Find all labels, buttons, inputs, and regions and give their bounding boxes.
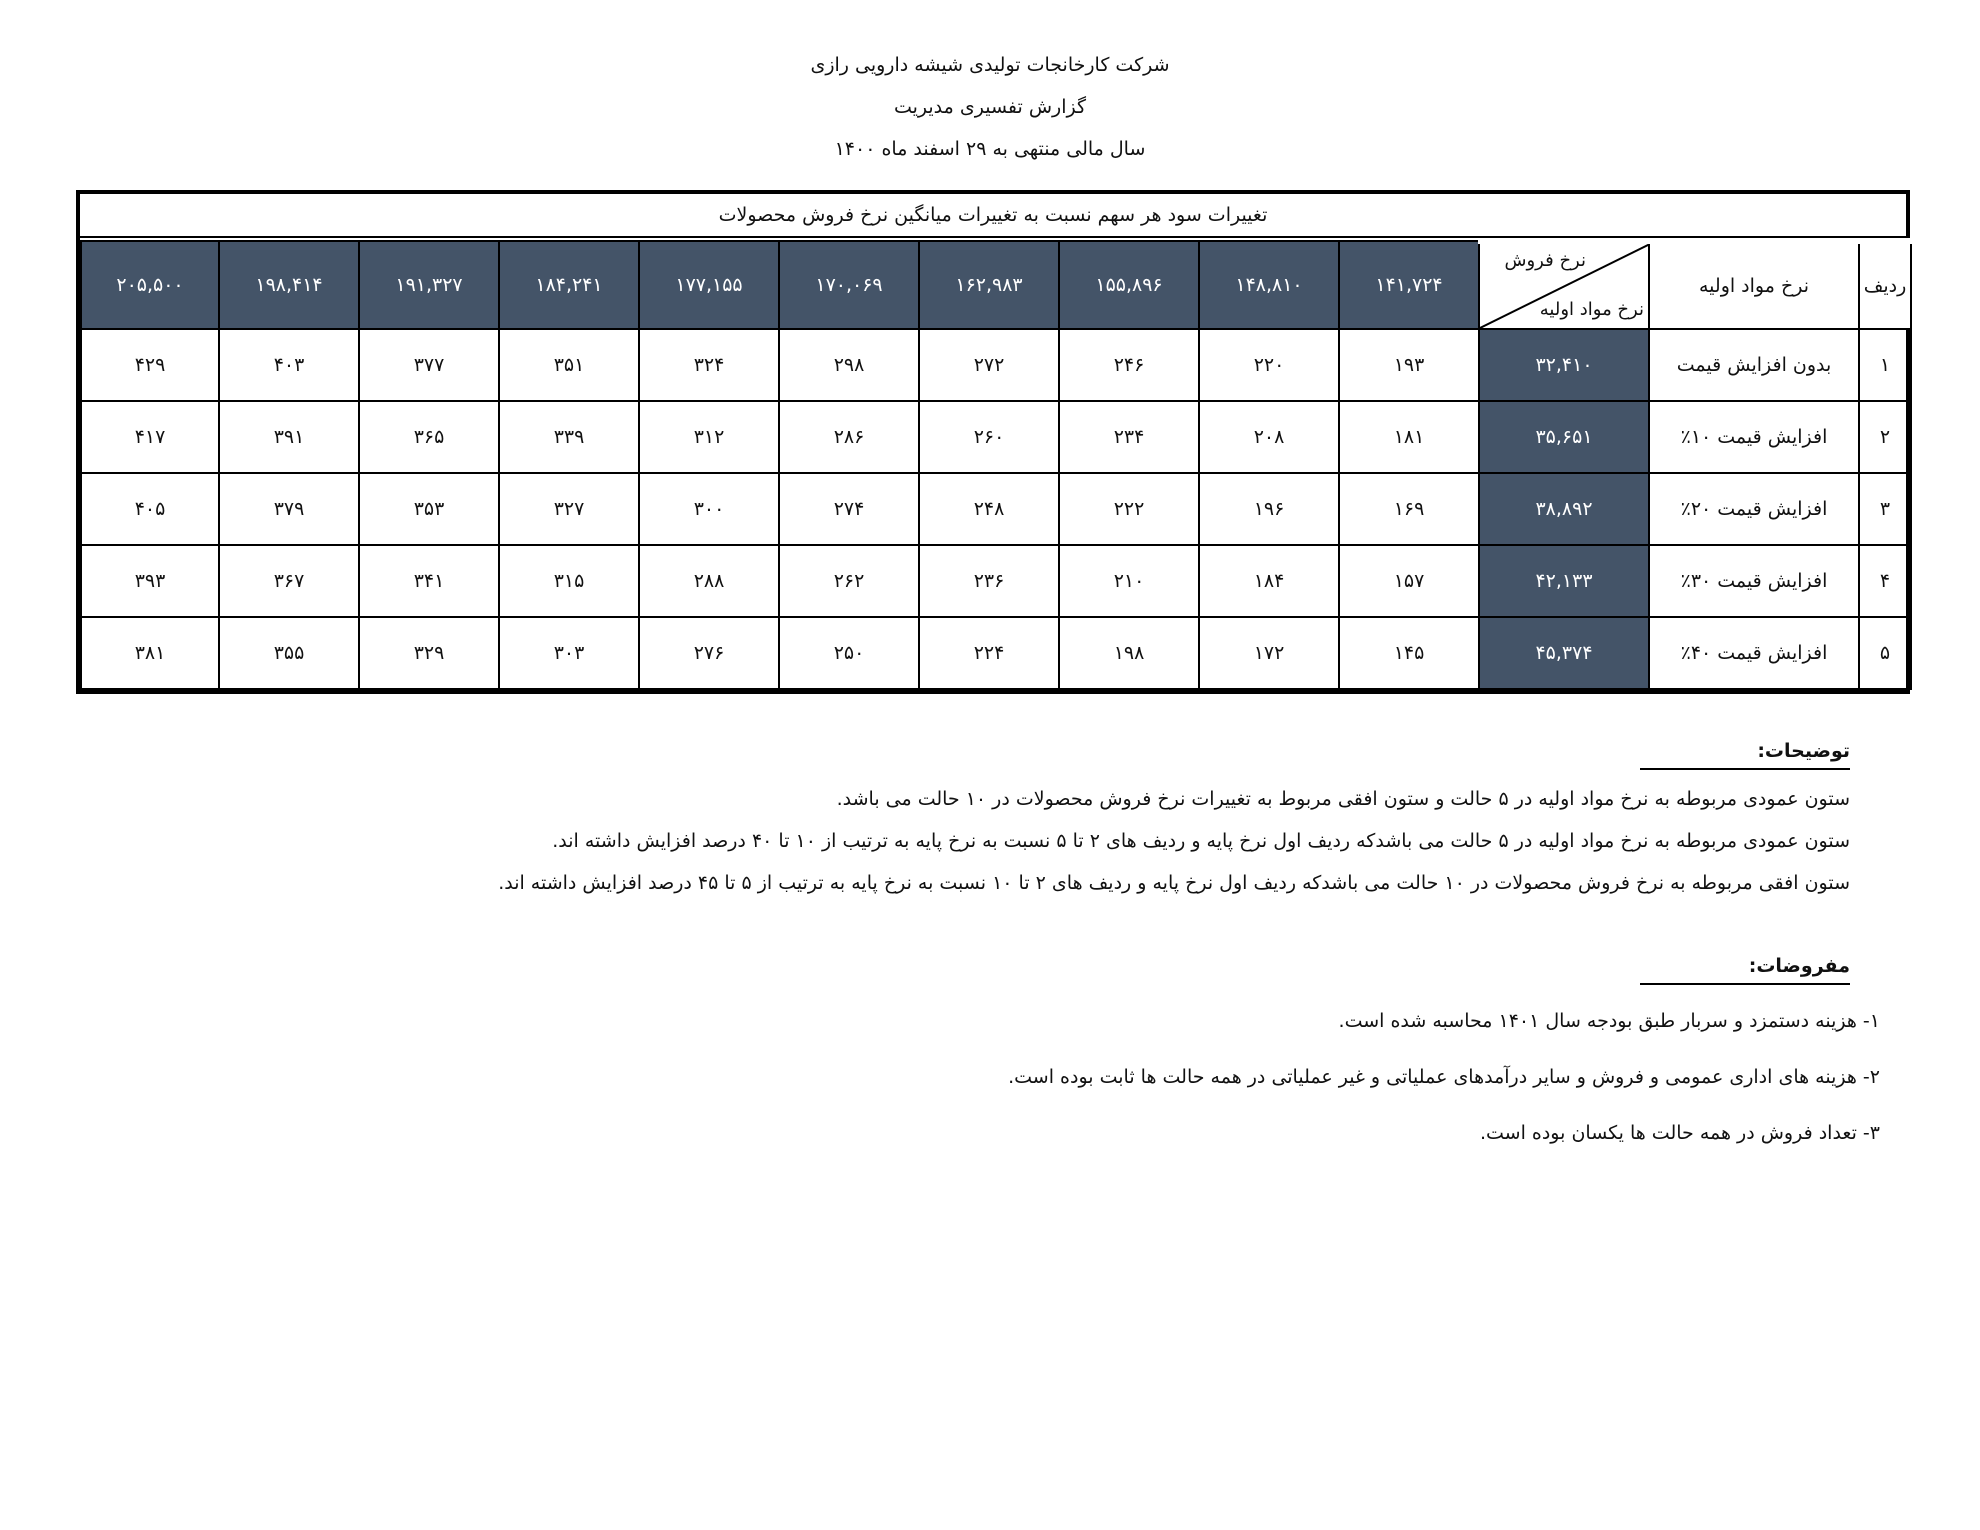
- assumption-line: ۲- هزینه های اداری عمومی و فروش و سایر درآمدهای عملیاتی و غیر عملیاتی در همه حالت ها ثابت بوده است.: [1008, 1066, 1880, 1088]
- diagonal-header-cell: [1479, 241, 1649, 329]
- eps-cell: ۲۸۶: [779, 401, 919, 473]
- eps-cell: ۳۷۹: [219, 473, 359, 545]
- base-material-rate: ۴۵,۳۷۴: [1479, 617, 1649, 689]
- eps-cell: ۴۲۹: [81, 329, 219, 401]
- notes-title-rule: [1640, 768, 1850, 770]
- table-header-row: [81, 241, 1911, 329]
- sale-rate-header: ۲۰۵,۵۰۰: [81, 241, 219, 329]
- assumption-line: ۳- تعداد فروش در همه حالت ها یکسان بوده است.: [1479, 1122, 1880, 1144]
- assumptions-title-rule: [1640, 983, 1850, 985]
- eps-cell: ۱۸۱: [1339, 401, 1479, 473]
- row-number: ۱: [1859, 329, 1911, 401]
- sale-rate-header: ۱۵۵,۸۹۶: [1059, 241, 1199, 329]
- base-material-rate: ۳۸,۸۹۲: [1479, 473, 1649, 545]
- eps-cell: ۲۳۶: [919, 545, 1059, 617]
- table-row: [81, 617, 1911, 689]
- eps-cell: ۱۴۵: [1339, 617, 1479, 689]
- eps-cell: ۲۸۸: [639, 545, 779, 617]
- diag-label-material-rate: نرخ مواد اولیه: [1539, 299, 1644, 320]
- eps-cell: ۳۱۲: [639, 401, 779, 473]
- note-line: ستون عمودی مربوطه به نرخ مواد اولیه در ۵ حالت می باشدکه ردیف اول نرخ پایه و ردیف های ۲ تا ۵ نسبت به نرخ پایه به ترتیب از ۱۰ تا ۴۰ درصد افزایش داشته اند.: [552, 830, 1850, 852]
- assumptions-title: مفروضات:: [1748, 955, 1850, 977]
- eps-cell: ۲۷۴: [779, 473, 919, 545]
- assumption-line: ۱- هزینه دستمزد و سربار طبق بودجه سال ۱۴۰۱ محاسبه شده است.: [1338, 1010, 1880, 1032]
- company-name: شرکت کارخانجات تولیدی شیشه دارویی رازی: [810, 54, 1170, 76]
- eps-cell: ۲۲۲: [1059, 473, 1199, 545]
- eps-cell: ۳۶۵: [359, 401, 499, 473]
- notes-title: توضیحات:: [1757, 740, 1850, 762]
- col-header-row-number: ردیف: [1859, 241, 1911, 329]
- eps-cell: ۲۵۰: [779, 617, 919, 689]
- eps-cell: ۱۶۹: [1339, 473, 1479, 545]
- eps-cell: ۳۰۳: [499, 617, 639, 689]
- sale-rate-header: ۱۹۱,۳۲۷: [359, 241, 499, 329]
- eps-cell: ۲۳۴: [1059, 401, 1199, 473]
- eps-cell: ۳۲۷: [499, 473, 639, 545]
- row-number: ۳: [1859, 473, 1911, 545]
- eps-cell: ۴۱۷: [81, 401, 219, 473]
- assumptions-section: [380, 955, 1880, 1161]
- table-row: [81, 545, 1911, 617]
- row-number: ۵: [1859, 617, 1911, 689]
- eps-cell: ۲۷۲: [919, 329, 1059, 401]
- eps-cell: ۳۱۵: [499, 545, 639, 617]
- report-header: [0, 44, 1980, 170]
- sensitivity-table: [76, 190, 1910, 694]
- sale-rate-header: ۱۸۴,۲۴۱: [499, 241, 639, 329]
- row-number: ۴: [1859, 545, 1911, 617]
- eps-cell: ۴۰۳: [219, 329, 359, 401]
- base-material-rate: ۳۵,۶۵۱: [1479, 401, 1649, 473]
- sale-rate-header: ۱۷۷,۱۵۵: [639, 241, 779, 329]
- sale-rate-header: ۱۴۸,۸۱۰: [1199, 241, 1339, 329]
- notes-section: [350, 740, 1850, 904]
- eps-cell: ۲۲۴: [919, 617, 1059, 689]
- eps-cell: ۲۷۶: [639, 617, 779, 689]
- note-line: ستون عمودی مربوطه به نرخ مواد اولیه در ۵ حالت و ستون افقی مربوط به تغییرات نرخ فروش محصولات در ۱۰ حالت می باشد.: [836, 788, 1850, 810]
- eps-cell: ۲۴۶: [1059, 329, 1199, 401]
- eps-cell: ۱۸۴: [1199, 545, 1339, 617]
- row-label: افزایش قیمت ۴۰٪: [1649, 617, 1859, 689]
- table-title: تغییرات سود هر سهم نسبت به تغییرات میانگین نرخ فروش محصولات: [80, 194, 1906, 238]
- row-label: بدون افزایش قیمت: [1649, 329, 1859, 401]
- eps-cell: ۳۰۰: [639, 473, 779, 545]
- report-title: گزارش تفسیری مدیریت: [893, 96, 1087, 118]
- eps-cell: ۳۶۷: [219, 545, 359, 617]
- col-header-material-rate: نرخ مواد اولیه: [1649, 241, 1859, 329]
- eps-cell: ۱۹۸: [1059, 617, 1199, 689]
- note-line: ستون افقی مربوطه به نرخ فروش محصولات در ۱۰ حالت می باشدکه ردیف اول نرخ پایه و ردیف های ۲ تا ۱۰ نسبت به نرخ پایه به ترتیب از ۵ تا ۴۵ درصد افزایش داشته اند.: [498, 872, 1850, 894]
- sale-rate-header: ۱۹۸,۴۱۴: [219, 241, 359, 329]
- table-row: [81, 401, 1911, 473]
- eps-cell: ۲۶۰: [919, 401, 1059, 473]
- sale-rate-header: ۱۴۱,۷۲۴: [1339, 241, 1479, 329]
- diag-label-sale-rate: نرخ فروش: [1504, 250, 1586, 271]
- eps-cell: ۱۹۳: [1339, 329, 1479, 401]
- eps-cell: ۳۷۷: [359, 329, 499, 401]
- fiscal-period: سال مالی منتهی به ۲۹ اسفند ماه ۱۴۰۰: [834, 138, 1146, 160]
- eps-cell: ۳۸۱: [81, 617, 219, 689]
- row-number: ۲: [1859, 401, 1911, 473]
- eps-cell: ۳۵۵: [219, 617, 359, 689]
- eps-cell: ۳۲۹: [359, 617, 499, 689]
- eps-cell: ۳۹۳: [81, 545, 219, 617]
- sensitivity-grid: [80, 238, 1912, 690]
- eps-cell: ۳۹۱: [219, 401, 359, 473]
- eps-cell: ۱۷۲: [1199, 617, 1339, 689]
- eps-cell: ۳۳۹: [499, 401, 639, 473]
- eps-cell: ۳۴۱: [359, 545, 499, 617]
- eps-cell: ۲۹۸: [779, 329, 919, 401]
- eps-cell: ۱۵۷: [1339, 545, 1479, 617]
- row-label: افزایش قیمت ۱۰٪: [1649, 401, 1859, 473]
- sale-rate-header: ۱۷۰,۰۶۹: [779, 241, 919, 329]
- eps-cell: ۱۹۶: [1199, 473, 1339, 545]
- sale-rate-header: ۱۶۲,۹۸۳: [919, 241, 1059, 329]
- base-material-rate: ۴۲,۱۳۳: [1479, 545, 1649, 617]
- eps-cell: ۲۱۰: [1059, 545, 1199, 617]
- eps-cell: ۲۶۲: [779, 545, 919, 617]
- eps-cell: ۲۴۸: [919, 473, 1059, 545]
- eps-cell: ۳۵۱: [499, 329, 639, 401]
- eps-cell: ۳۲۴: [639, 329, 779, 401]
- eps-cell: ۳۵۳: [359, 473, 499, 545]
- row-label: افزایش قیمت ۲۰٪: [1649, 473, 1859, 545]
- eps-cell: ۲۲۰: [1199, 329, 1339, 401]
- eps-cell: ۴۰۵: [81, 473, 219, 545]
- table-row: [81, 473, 1911, 545]
- base-material-rate: ۳۲,۴۱۰: [1479, 329, 1649, 401]
- row-label: افزایش قیمت ۳۰٪: [1649, 545, 1859, 617]
- eps-cell: ۲۰۸: [1199, 401, 1339, 473]
- table-row: [81, 329, 1911, 401]
